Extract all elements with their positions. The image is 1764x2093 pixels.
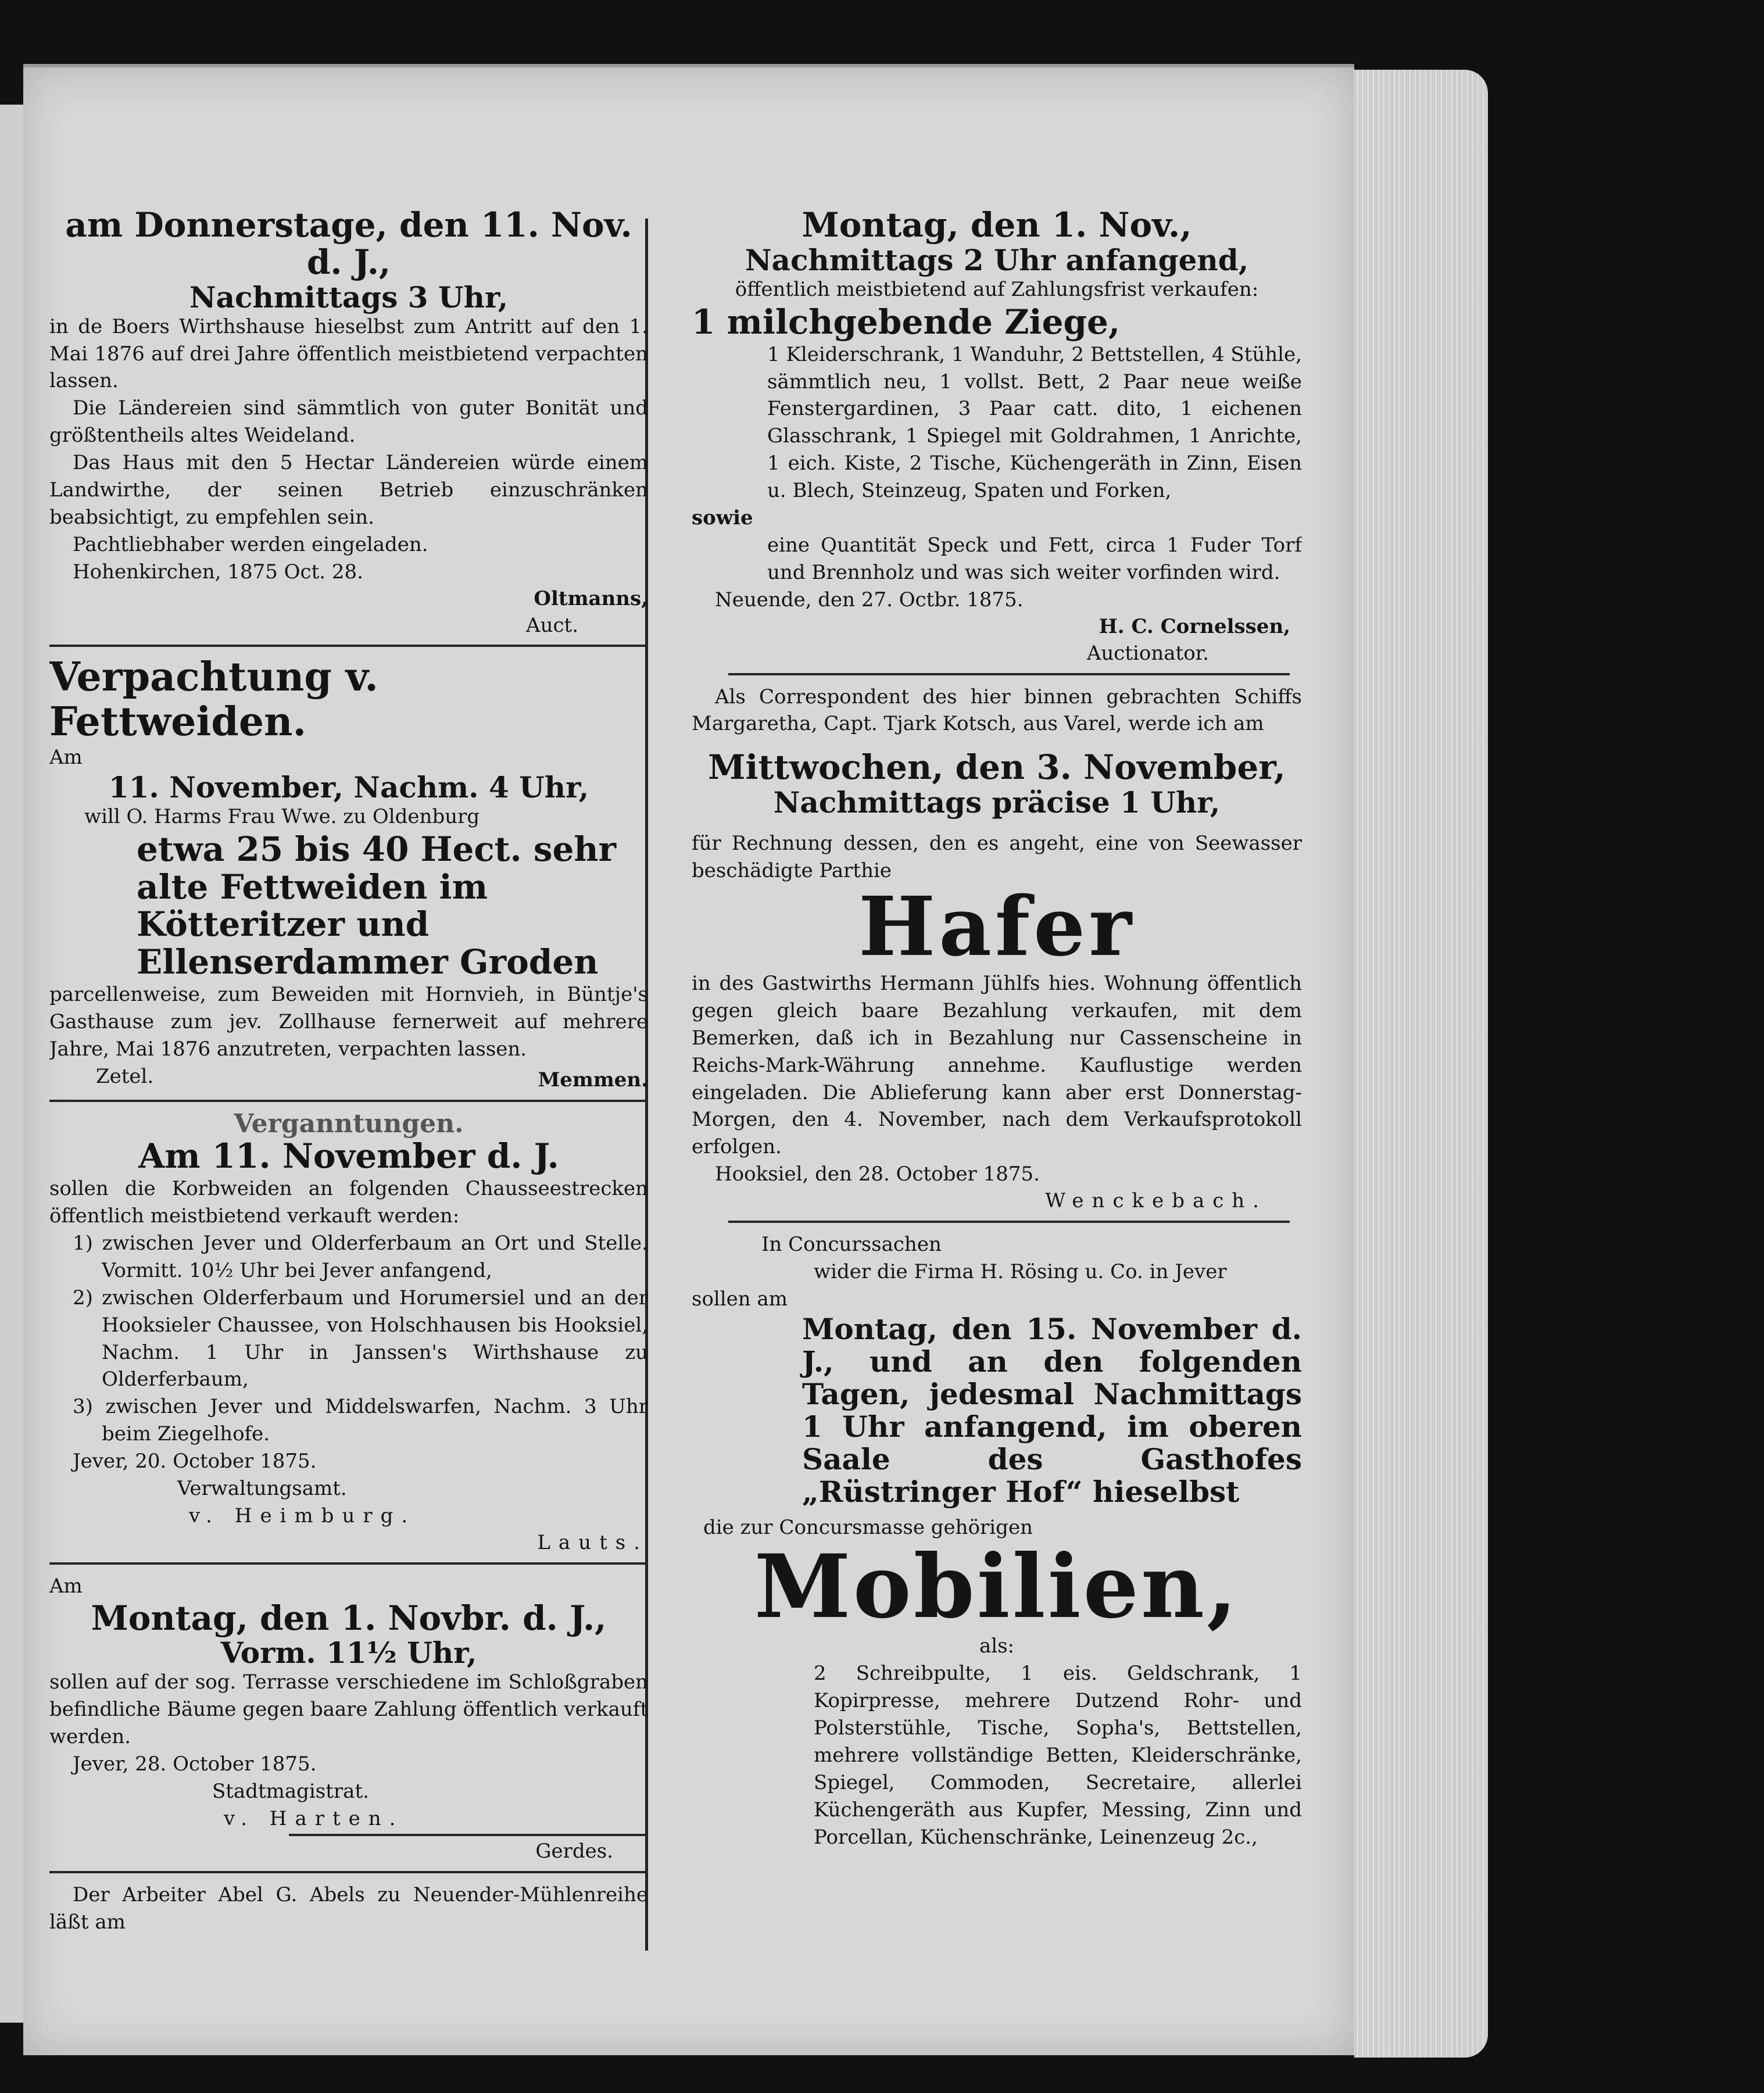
ad-signer: v. Heimburg. — [189, 1504, 416, 1527]
ad-body: Das Haus mit den 5 Hectar Ländereien würde einem Landwirthe, der seinen Betrieb einzuschränken beabsichtigt, zu empfehlen sein. — [49, 451, 648, 529]
ad-line: In Concurssachen — [761, 1233, 942, 1257]
ad-place-date: Neuende, den 27. Octbr. 1875. — [715, 588, 1024, 611]
ad-hafer — [692, 684, 1302, 1215]
ad-intro: sollen die Korbweiden an folgenden Chausseestrecken öffentlich meistbietend verkauft werden: — [49, 1177, 648, 1228]
ad-intro: die zur Concursmasse gehörigen — [703, 1515, 1033, 1539]
ad-body: in des Gastwirths Hermann Jühlfs hies. Wohnung öffentlich gegen gleich baare Bezahlung verkaufen, mit dem Bemerken, daß ich in Bezahlung nur Cassenscheine in Reichs-Mark-Währung annehme. Kauflustige werden eingeladen. Die Ablieferung kann aber erst Donnerstag-Morgen, den 4. November, nach dem Verkaufsprotokoll erfolgen. — [692, 971, 1302, 1159]
ad-heading: Montag, den 15. November d. J., und an den folgenden Tagen, jedesmal Nachmittags 1 Uhr anfangend, im oberen Saale des Gasthofes „Rüstringer Hof“ hieselbst — [802, 1311, 1302, 1509]
ad-heading: am Donnerstage, den 11. Nov. d. J., — [65, 207, 632, 282]
ad-abels — [49, 1881, 648, 1936]
ad-time: Nachmittags 3 Uhr, — [189, 280, 509, 314]
ad-line: sollen am — [692, 1287, 788, 1311]
ad-separator — [728, 673, 1290, 675]
ad-body: Pachtliebhaber werden eingeladen. — [73, 532, 428, 556]
list-item: 3) zwischen Jever und Middelswarfen, Nachm. 3 Uhr beim Ziegelhofe. — [73, 1395, 648, 1446]
ad-time: Nachmittags präcise 1 Uhr, — [773, 785, 1221, 820]
ad-big-item: 1 milchgebende Ziege, — [692, 302, 1121, 342]
previous-page-edge — [0, 105, 23, 2023]
ad-time: Vorm. 11½ Uhr, — [220, 1636, 477, 1670]
ad-items: 1 Kleiderschrank, 1 Wanduhr, 2 Bettstellen, 4 Stühle, sämmtlich neu, 1 vollst. Bett, 2 Paar neue weiße Fenstergardinen, 3 Paar catt. dito, 1 eichenen Glasschrank, 1 Spiegel mit Goldrahmen, 1 Anrichte, 1 eich. Kiste, 2 Tische, Küchengeräth in Zinn, Eisen u. Blech, Steinzeug, Spaten und Forken, — [767, 342, 1302, 503]
signature-rule — [289, 1834, 648, 1836]
ad-signer: v. Harten. — [224, 1806, 404, 1830]
ad-place-date: Hohenkirchen, 1875 Oct. 28. — [73, 560, 363, 584]
ad-office: Verwaltungsamt. — [177, 1477, 347, 1501]
ad-place-date: Jever, 28. October 1875. — [73, 1752, 317, 1776]
list-item: 1) zwischen Jever und Olderferbaum an Ort und Stelle. Vormitt. 10½ Uhr bei Jever anfangend, — [73, 1231, 648, 1282]
ad-time: Nachmittags 2 Uhr anfangend, — [745, 242, 1249, 277]
ad-sowie: sowie — [692, 506, 753, 530]
ad-verganntungen — [49, 1110, 648, 1557]
book-page-edges — [1354, 70, 1488, 2058]
ad-heading: Montag, den 1. Novbr. d. J., — [91, 1598, 607, 1638]
ad-concurs-mobilien — [692, 1231, 1302, 1851]
ad-separator — [728, 1221, 1290, 1223]
ad-pacht-hohenkirchen — [49, 207, 648, 639]
ad-line: wider die Firma H. Rösing u. Co. in Jever — [814, 1260, 1227, 1283]
section-heading: Verganntungen. — [234, 1108, 464, 1139]
right-column — [692, 207, 1302, 1985]
ad-separator — [49, 1100, 648, 1102]
ad-am: Am — [49, 745, 83, 769]
ad-intro: Als Correspondent des hier binnen gebrachten Schiffs Margaretha, Capt. Tjark Kotsch, aus Varel, werde ich am — [692, 685, 1302, 736]
ad-place: Zetel. — [96, 1065, 154, 1089]
ad-body: Die Ländereien sind sämmtlich von guter Bonität und größtentheils altes Weideland. — [49, 396, 648, 448]
ad-signer: Oltmanns, — [534, 586, 648, 610]
ad-signer: Gerdes. — [535, 1839, 613, 1863]
ad-separator — [49, 1871, 648, 1873]
ad-extra: eine Quantität Speck und Fett, circa 1 Fuder Torf und Brennholz und was sich weiter vorfinden wird. — [767, 534, 1302, 584]
ad-baeume-verkauf — [49, 1573, 648, 1865]
ad-intro: öffentlich meistbietend auf Zahlungsfrist verkaufen: — [735, 277, 1259, 301]
ad-am: Am — [49, 1574, 83, 1598]
ad-heading: Mittwochen, den 3. November, — [708, 747, 1286, 788]
ad-heading: Montag, den 1. Nov., — [802, 207, 1192, 245]
ad-place-date: Hooksiel, den 28. October 1875. — [715, 1162, 1040, 1186]
ad-signer: Memmen. — [538, 1068, 648, 1092]
ad-body: in de Boers Wirthshause hieselbst zum Antritt auf den 1. Mai 1876 auf drei Jahre öffentlich meistbietend verpachten lassen. — [49, 314, 648, 393]
ad-als: als: — [979, 1634, 1015, 1658]
ad-place-date: Jever, 20. October 1875. — [73, 1450, 317, 1473]
ad-heading: Am 11. November d. J. — [138, 1136, 559, 1176]
ad-separator — [49, 645, 648, 647]
ad-date: 11. November, Nachm. 4 Uhr, — [108, 770, 589, 804]
ad-title: Verpachtung v. Fettweiden. — [49, 654, 378, 745]
newspaper-page — [23, 64, 1354, 2055]
ad-separator — [49, 1562, 648, 1565]
list-item: 2) zwischen Olderferbaum und Horumersiel und an der Hooksieler Chaussee, von Holschhausen bis Hooksiel, Nachm. 1 Uhr in Janssen's Wirthshause zu Olderferbaum, — [73, 1286, 648, 1391]
ad-signer-title: Auctionator. — [1086, 641, 1209, 665]
ad-intro: will O. Harms Frau Wwe. zu Oldenburg — [84, 804, 480, 828]
ad-items: 2 Schreibpulte, 1 eis. Geldschrank, 1 Kopirpresse, mehrere Dutzend Rohr- und Polsterstühle, Tische, Sopha's, Bettstellen, mehrere vollständige Betten, Kleiderschränke, Spiegel, Commoden, Secretaire, allerlei Küchengeräth aus Kupfer, Messing, Zinn und Porcellan, Küchenschränke, Leinenzeug 2c., — [814, 1662, 1302, 1849]
ad-signer: Wenckebach. — [1045, 1189, 1267, 1213]
ad-big-word: Hafer — [858, 879, 1136, 975]
ad-cornelssen-verkauf — [692, 207, 1302, 667]
left-column — [49, 207, 648, 1985]
ad-body: für Rechnung dessen, den es angeht, eine von Seewasser beschädigte Parthie — [692, 832, 1302, 883]
ad-signer-title: Auct. — [526, 613, 578, 637]
ad-signer: Lauts. — [537, 1530, 648, 1554]
ad-body: sollen auf der sog. Terrasse verschiedene im Schloßgraben befindliche Bäume gegen baare Zahlung öffentlich verkauft werden. — [49, 1670, 648, 1749]
ad-body: Der Arbeiter Abel G. Abels zu Neuender-Mühlenreihe läßt am — [49, 1883, 648, 1934]
ad-office: Stadtmagistrat. — [212, 1780, 369, 1804]
ad-verpachtung-fettweiden — [49, 655, 648, 1093]
ad-signer: H. C. Cornelssen, — [1099, 614, 1290, 638]
ad-big-word: Mobilien, — [754, 1535, 1240, 1638]
ad-big-text: etwa 25 bis 40 Hect. sehr alte Fettweiden im Kötteritzer und Ellenserdammer Groden — [137, 829, 617, 982]
ad-body: parcellenweise, zum Beweiden mit Hornvieh, in Büntje's Gasthause zum jev. Zollhause fernerweit auf mehrere Jahre, Mai 1876 anzutreten, verpachten lassen. — [49, 983, 648, 1061]
